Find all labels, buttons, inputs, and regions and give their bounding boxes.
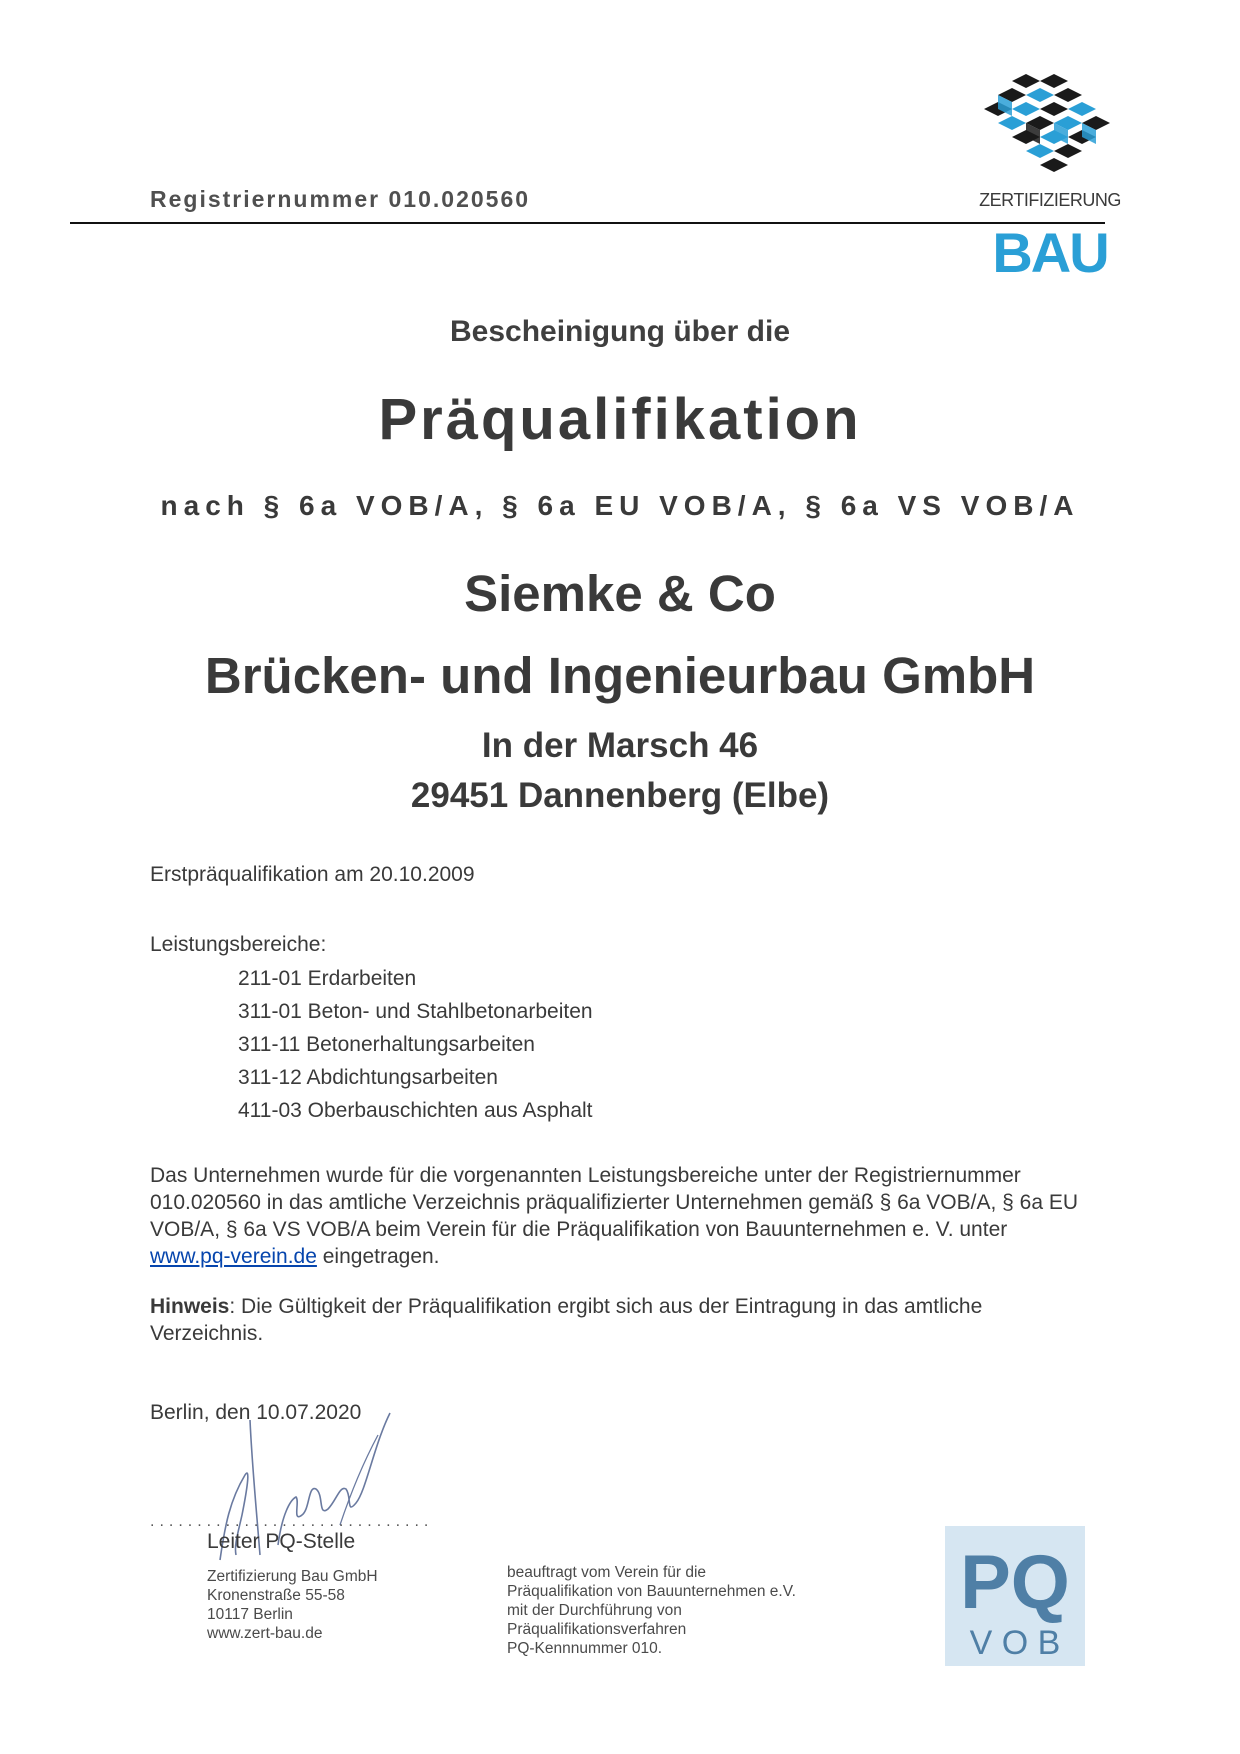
- authorization-line: Präqualifikationsverfahren: [507, 1621, 687, 1638]
- certificate-title: Präqualifikation: [378, 387, 862, 452]
- issuer-name: Zertifizierung Bau GmbH: [207, 1568, 378, 1585]
- pq-vob-logo: [945, 1526, 1085, 1666]
- authorization-line: beauftragt vom Verein für die: [507, 1564, 707, 1581]
- service-item: 311-01 Beton- und Stahlbetonarbeiten: [238, 1000, 593, 1023]
- header-divider: [70, 222, 1105, 224]
- registration-number: Registriernummer 010.020560: [150, 186, 531, 212]
- issuer-city: 10117 Berlin: [207, 1606, 293, 1623]
- signatory-role: Leiter PQ-Stelle: [207, 1530, 356, 1553]
- issuer-street: Kronenstraße 55-58: [207, 1587, 345, 1604]
- signature-line: ..............................: [150, 1513, 434, 1530]
- note-text: : Die Gültigkeit der Präqualifikation ergibt sich aus der Eintragung in das amtliche Verzeichnis.: [150, 1295, 983, 1345]
- service-item: 211-01 Erdarbeiten: [238, 967, 417, 990]
- authorization-line: PQ-Kennnummer 010.: [507, 1640, 663, 1657]
- services-list: [238, 965, 593, 1130]
- cube-pattern-icon: [984, 74, 1110, 172]
- authorization-line: mit der Durchführung von: [507, 1602, 682, 1619]
- paragraph-text: Das Unternehmen wurde für die vorgenannten Leistungsbereiche unter der Registriernummer 010.020560 in das amtliche Verzeichnis präqualifizierter Unternehmen gemäß § 6a VOB/A, § 6a EU VOB/A, § 6a VS VOB/A beim Verein für die Präqualifikation von Bauunternehmen e. V. unter: [150, 1164, 1079, 1241]
- paragraph-text-end: eingetragen.: [316, 1245, 440, 1268]
- pq-logo-bottom: V O B: [969, 1624, 1061, 1662]
- place-date: Berlin, den 10.07.2020: [150, 1401, 362, 1424]
- authorization-line: Präqualifikation von Bauunternehmen e.V.: [507, 1583, 796, 1600]
- first-qualification-date: Erstpräqualifikation am 20.10.2009: [150, 863, 475, 886]
- certificate-basis: nach § 6a VOB/A, § 6a EU VOB/A, § 6a VS VOB/A: [160, 490, 1080, 521]
- issuer-address: [207, 1567, 378, 1643]
- validity-note: [150, 1293, 1080, 1347]
- service-item: 311-11 Betonerhaltungsarbeiten: [238, 1033, 535, 1056]
- issuer-website: www.zert-bau.de: [207, 1625, 323, 1642]
- company-name-line2: Brücken- und Ingenieurbau GmbH: [204, 647, 1036, 704]
- authorization-note: [507, 1563, 796, 1658]
- company-name-line1: Siemke & Co: [464, 565, 776, 622]
- certificate-intro: Bescheinigung über die: [449, 315, 791, 348]
- pq-verein-link[interactable]: www.pq-verein.de: [150, 1245, 317, 1268]
- note-label: Hinweis: [150, 1295, 230, 1318]
- services-label: Leistungsbereiche:: [150, 933, 327, 956]
- logo-top-text: ZERTIFIZIERUNG: [979, 190, 1121, 210]
- logo-bottom-text: BAU: [992, 221, 1108, 284]
- service-item: 411-03 Oberbauschichten aus Asphalt: [238, 1099, 593, 1122]
- pq-logo-top: PQ: [960, 1540, 1070, 1625]
- registration-paragraph: [150, 1162, 1080, 1270]
- company-city: 29451 Dannenberg (Elbe): [410, 776, 830, 815]
- zertifizierung-bau-logo: [979, 74, 1121, 284]
- service-item: 311-12 Abdichtungsarbeiten: [238, 1066, 498, 1089]
- company-street: In der Marsch 46: [481, 726, 759, 765]
